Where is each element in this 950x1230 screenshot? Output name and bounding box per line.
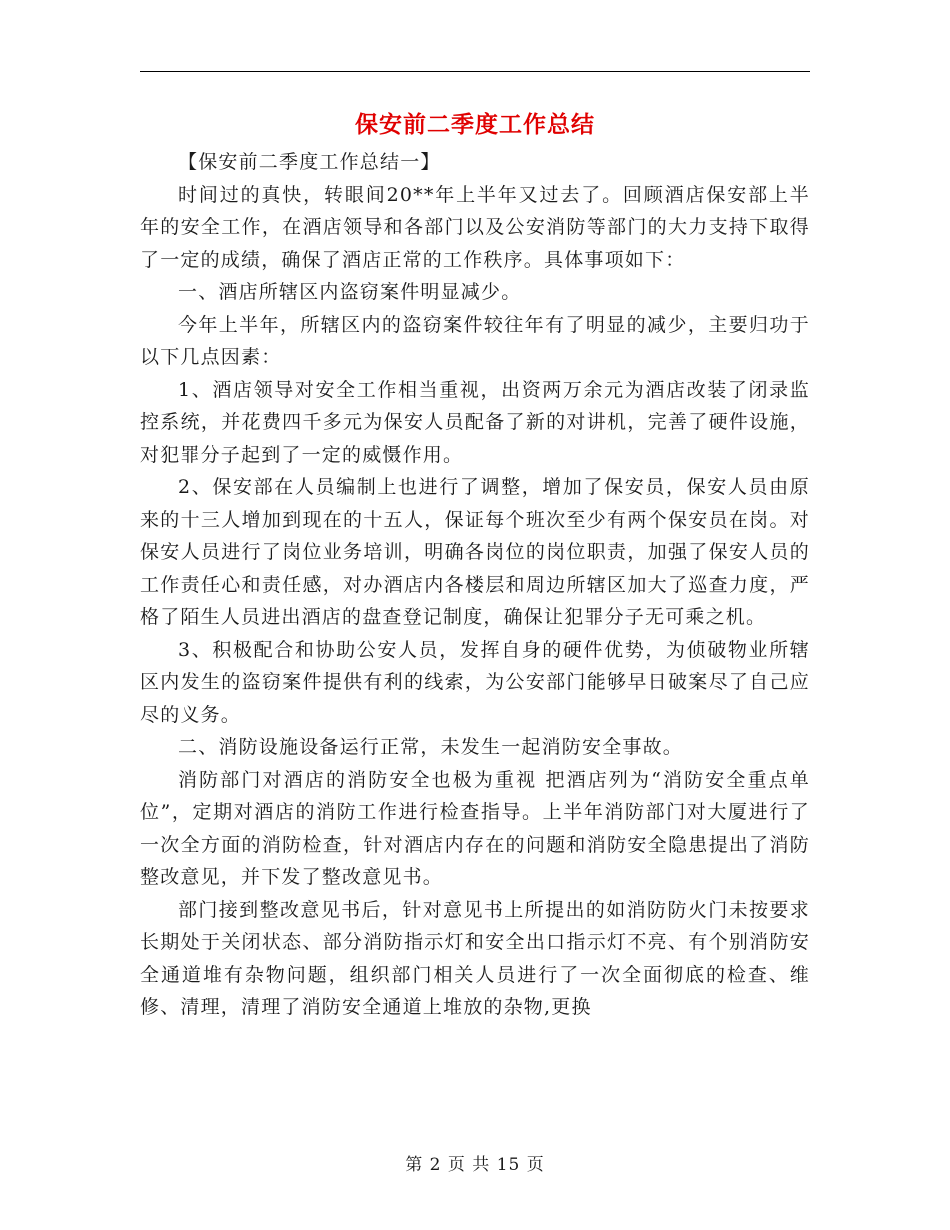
- paragraph: 时间过的真快，转眼间20**年上半年又过去了。回顾酒店保安部上半年的安全工作，在酒店领导和各部门以及公安消防等部门的大力支持下取得了一定的成绩，确保了酒店正常的工作秩序。具体事项如下：: [140, 183, 810, 271]
- header-rule: [140, 71, 810, 72]
- paragraph: 2、保安部在人员编制上也进行了调整，增加了保安员，保安人员由原来的十三人增加到现在的十五人，保证每个班次至少有两个保安员在岗。对保安人员进行了岗位业务培训，明确各岗位的岗位职责，加强了保安人员的工作责任心和责任感，对办酒店内各楼层和周边所辖区加大了巡查力度，严格了陌生人员进出酒店的盘查登记制度，确保让犯罪分子无可乘之机。: [140, 476, 810, 628]
- paragraph: 消防部门对酒店的消防安全也极为重视 把酒店列为“消防安全重点单位”，定期对酒店的消防工作进行检查指导。上半年消防部门对大厦进行了一次全方面的消防检查，针对酒店内存在的问题和消防安全隐患提出了消防整改意见，并下发了整改意见书。: [140, 768, 810, 888]
- paragraph: 1、酒店领导对安全工作相当重视，出资两万余元为酒店改装了闭录监控系统，并花费四千多元为保安人员配备了新的对讲机，完善了硬件设施，对犯罪分子起到了一定的威慑作用。: [140, 378, 810, 466]
- paragraph: 一、酒店所辖区内盗窃案件明显减少。: [178, 281, 522, 303]
- paragraph: 今年上半年，所辖区内的盗窃案件较往年有了明显的减少，主要归功于以下几点因素：: [140, 313, 810, 368]
- page-number: 第 2 页 共 15 页: [405, 1155, 545, 1175]
- paragraph: 3、积极配合和协助公安人员，发挥自身的硬件优势，为侦破物业所辖区内发生的盗窃案件提供有利的线索，为公安部门能够早日破案尽了自己应尽的义务。: [140, 638, 810, 726]
- paragraph: 二、消防设施设备运行正常，未发生一起消防安全事故。: [178, 736, 684, 758]
- section-heading: 【保安前二季度工作总结一】: [178, 151, 441, 173]
- document-body: [140, 146, 810, 1024]
- document-title: 保安前二季度工作总结: [355, 111, 595, 138]
- paragraph: 部门接到整改意见书后，针对意见书上所提出的如消防防火门未按要求长期处于关闭状态、部分消防指示灯和安全出口指示灯不亮、有个别消防安全通道堆有杂物问题，组织部门相关人员进行了一次全面彻底的检查、维修、清理，清理了消防安全通道上堆放的杂物,更换: [140, 898, 810, 1018]
